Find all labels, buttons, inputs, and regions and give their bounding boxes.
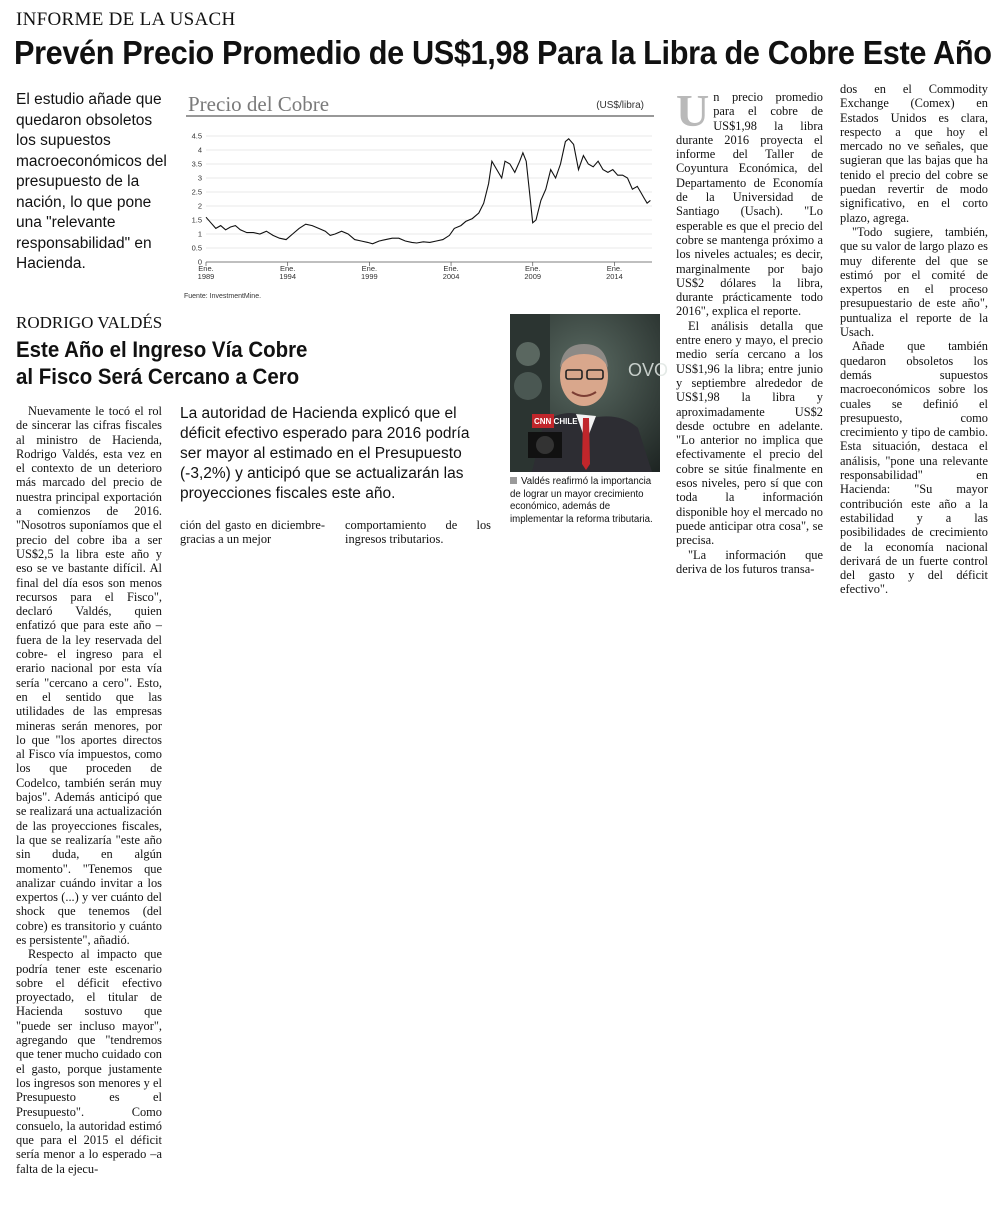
valdes-column-3 [345, 518, 491, 547]
valdes-photo [510, 314, 669, 472]
cnn-logo-text: CNN CHILE [534, 417, 578, 426]
chart-unit-label: (US$/libra) [596, 100, 644, 111]
y-tick-label: 4 [197, 145, 202, 155]
x-tick-label: Ene. 2009 [524, 264, 542, 281]
valdes-column-2 [180, 518, 325, 547]
x-tick-label: Ene. 2004 [442, 264, 460, 281]
usach-column-1 [676, 85, 823, 576]
x-tick-label: Ene. 2014 [606, 264, 623, 281]
paragraph: "La información que deriva de los futuros transa- [676, 547, 823, 576]
y-tick-label: 0.5 [191, 243, 202, 253]
paragraph: dos en el Commodity Exchange (Comex) en Estados Unidos es clara, respecto a que hoy el mercado no ve señales, que sugieran que las bajas que ha tenido el precio del cobre se puedan revertir de modo significativo, en el corto plazo, agrega. [840, 82, 988, 225]
paragraph: Respecto al impacto que podría tener este escenario sobre el déficit efectivo proyectado, el titular de Hacienda sostuvo que "puede ser incluso mayor", agregando que "tendremos que tener mucho cuidado con el gasto, porque justamente los ingresos son menores y el Presupuesto es el Presupuesto". Como consuelo, la autoridad estimó que para el 2015 el déficit sería menor a lo esperado –a falta de la ejecu- [16, 947, 162, 1176]
valdes-headline-line2: al Fisco Será Cercano a Cero [16, 364, 300, 389]
y-tick-label: 3 [197, 173, 202, 183]
valdes-column-1 [16, 404, 162, 1176]
y-tick-label: 4.5 [191, 131, 202, 141]
y-tick-label: 3.5 [191, 159, 202, 169]
x-tick-label: Ene. 1989 [197, 264, 215, 281]
section-kicker: INFORME DE LA USACH [16, 9, 236, 30]
section-kicker-valdes: RODRIGO VALDÉS [16, 313, 163, 332]
paragraph: Añade que también quedaron obsoletos los demás supuestos macroeconómicos sobre los cuales se definió el presupuesto, como crecimiento y tipo de cambio. Esta situación, destaca el análisis, "pone una relevante responsabilidad" en Hacienda: "Su mayor contribución este año a la estabilidad y a las posibilidades de crecimiento de la economía nacional derivará de un fuerte control del gasto y del déficit efectivo". [840, 339, 988, 597]
photo-background-text: OVO [628, 360, 669, 380]
chart-title: Precio del Cobre [188, 92, 330, 116]
paragraph: El análisis detalla que entre enero y mayo, el precio medio sería cercano a los US$1,96 la libra; entre junio y septiembre alrededor de US$1,98 la libra y aproximadamente US$2 desde octubre en adelante. "Lo anterior no implica que efectivamente el precio del cobre se sitúe finalmente en esos niveles, pero sí que con toda la información disponible hoy el mercado no puede anticipar otra cosa", se precisa. [676, 318, 823, 548]
paragraph-text: n precio promedio para el cobre de US$1,98 la libra durante 2016 proyecta el informe del Taller de Coyuntura Económica, del Departamento de Economía de la Universidad de Santiago (Usach). "Lo esperable es que el precio del cobre se mantenga próximo a los niveles actuales; es decir, marginalmente por bajo US$2 dólares la libra, durante prácticamente todo 2016", explica el reporte. [676, 90, 823, 319]
pull-quote: La autoridad de Hacienda explicó que el déficit efectivo esperado para 2016 podría ser mayor al estimado en el Presupuesto (-3,2%) y anticipó que se actualizarán las proyecciones fiscales este año. [180, 405, 470, 502]
copper-price-chart [182, 92, 658, 300]
usach-column-2 [840, 82, 988, 597]
photo-caption [510, 476, 660, 526]
y-tick-label: 2.5 [191, 187, 202, 197]
paragraph: Nuevamente le tocó el rol de sincerar las cifras fiscales al ministro de Hacienda, Rodrigo Valdés, esta vez en el contexto de un deterioro más marcado del precio de nuestra principal exportación a comienzos de 2016. "Nosotros suponíamos que el precio del cobre iba a ser US$2,5 la libra este año y eso se ve bastante difícil. Al final del día esos son menos recursos para el Fisco", declaró Valdés, quien enfatizó que para este año –fuera de la ley reservada del cobre- el ingreso para el erario nacional por esta vía sería "cercano a cero". Esto, en el sentido que las utilidades de las empresas mineras serán menores, por lo que "los aportes directos al Fisco vía impuestos, como los que proceden de Codelco, también serán muy bajos". Además anticipó que se realizará una actualización de las proyecciones fiscales, la que se realizaría "este año sin duda, en algún momento". "Tenemos que analizar cuándo invitar a los expertos (...) y ver cuánto del shock que tenemos (del cobre) es transitorio y cuánto es persistente", añadió. [16, 404, 162, 947]
paragraph: comportamiento de los ingresos tributarios. [345, 518, 491, 547]
chart-source: Fuente: InvestmentMine. [184, 293, 262, 300]
caption-square-icon [510, 477, 517, 484]
x-tick-label: Ene. 1994 [279, 264, 297, 281]
y-tick-label: 0 [197, 257, 202, 267]
paragraph [676, 85, 823, 319]
main-headline: Prevén Precio Promedio de US$1,98 Para la Libra de Cobre Este Año [14, 34, 992, 71]
y-tick-label: 1.5 [191, 215, 202, 225]
valdes-headline-line1: Este Año el Ingreso Vía Cobre [16, 337, 308, 362]
x-tick-label: Ene. 1999 [361, 264, 378, 281]
valdes-headline [16, 336, 307, 390]
y-tick-label: 1 [197, 229, 202, 239]
paragraph: "Todo sugiere, también, que su valor de largo plazo es muy diferente del que se estimó por el comité de expertos en el proceso presupuestario de este año", puntualiza el reporte de la Usach. [840, 224, 988, 340]
y-tick-label: 2 [197, 201, 202, 211]
dropcap: U [676, 85, 710, 136]
copper-price-line [206, 139, 650, 244]
paragraph: ción del gasto en diciembre- gracias a un mejor [180, 518, 325, 547]
photo-caption-text: Valdés reafirmó la importancia de lograr un mayor crecimiento económico, además de implementar la reforma tributaria. [510, 476, 653, 525]
lead-text: El estudio añade que quedaron obsoletos los supuestos macroeconómicos del presupuesto de la nación, lo que pone una "relevante responsabilidad" en Hacienda. [16, 91, 167, 272]
